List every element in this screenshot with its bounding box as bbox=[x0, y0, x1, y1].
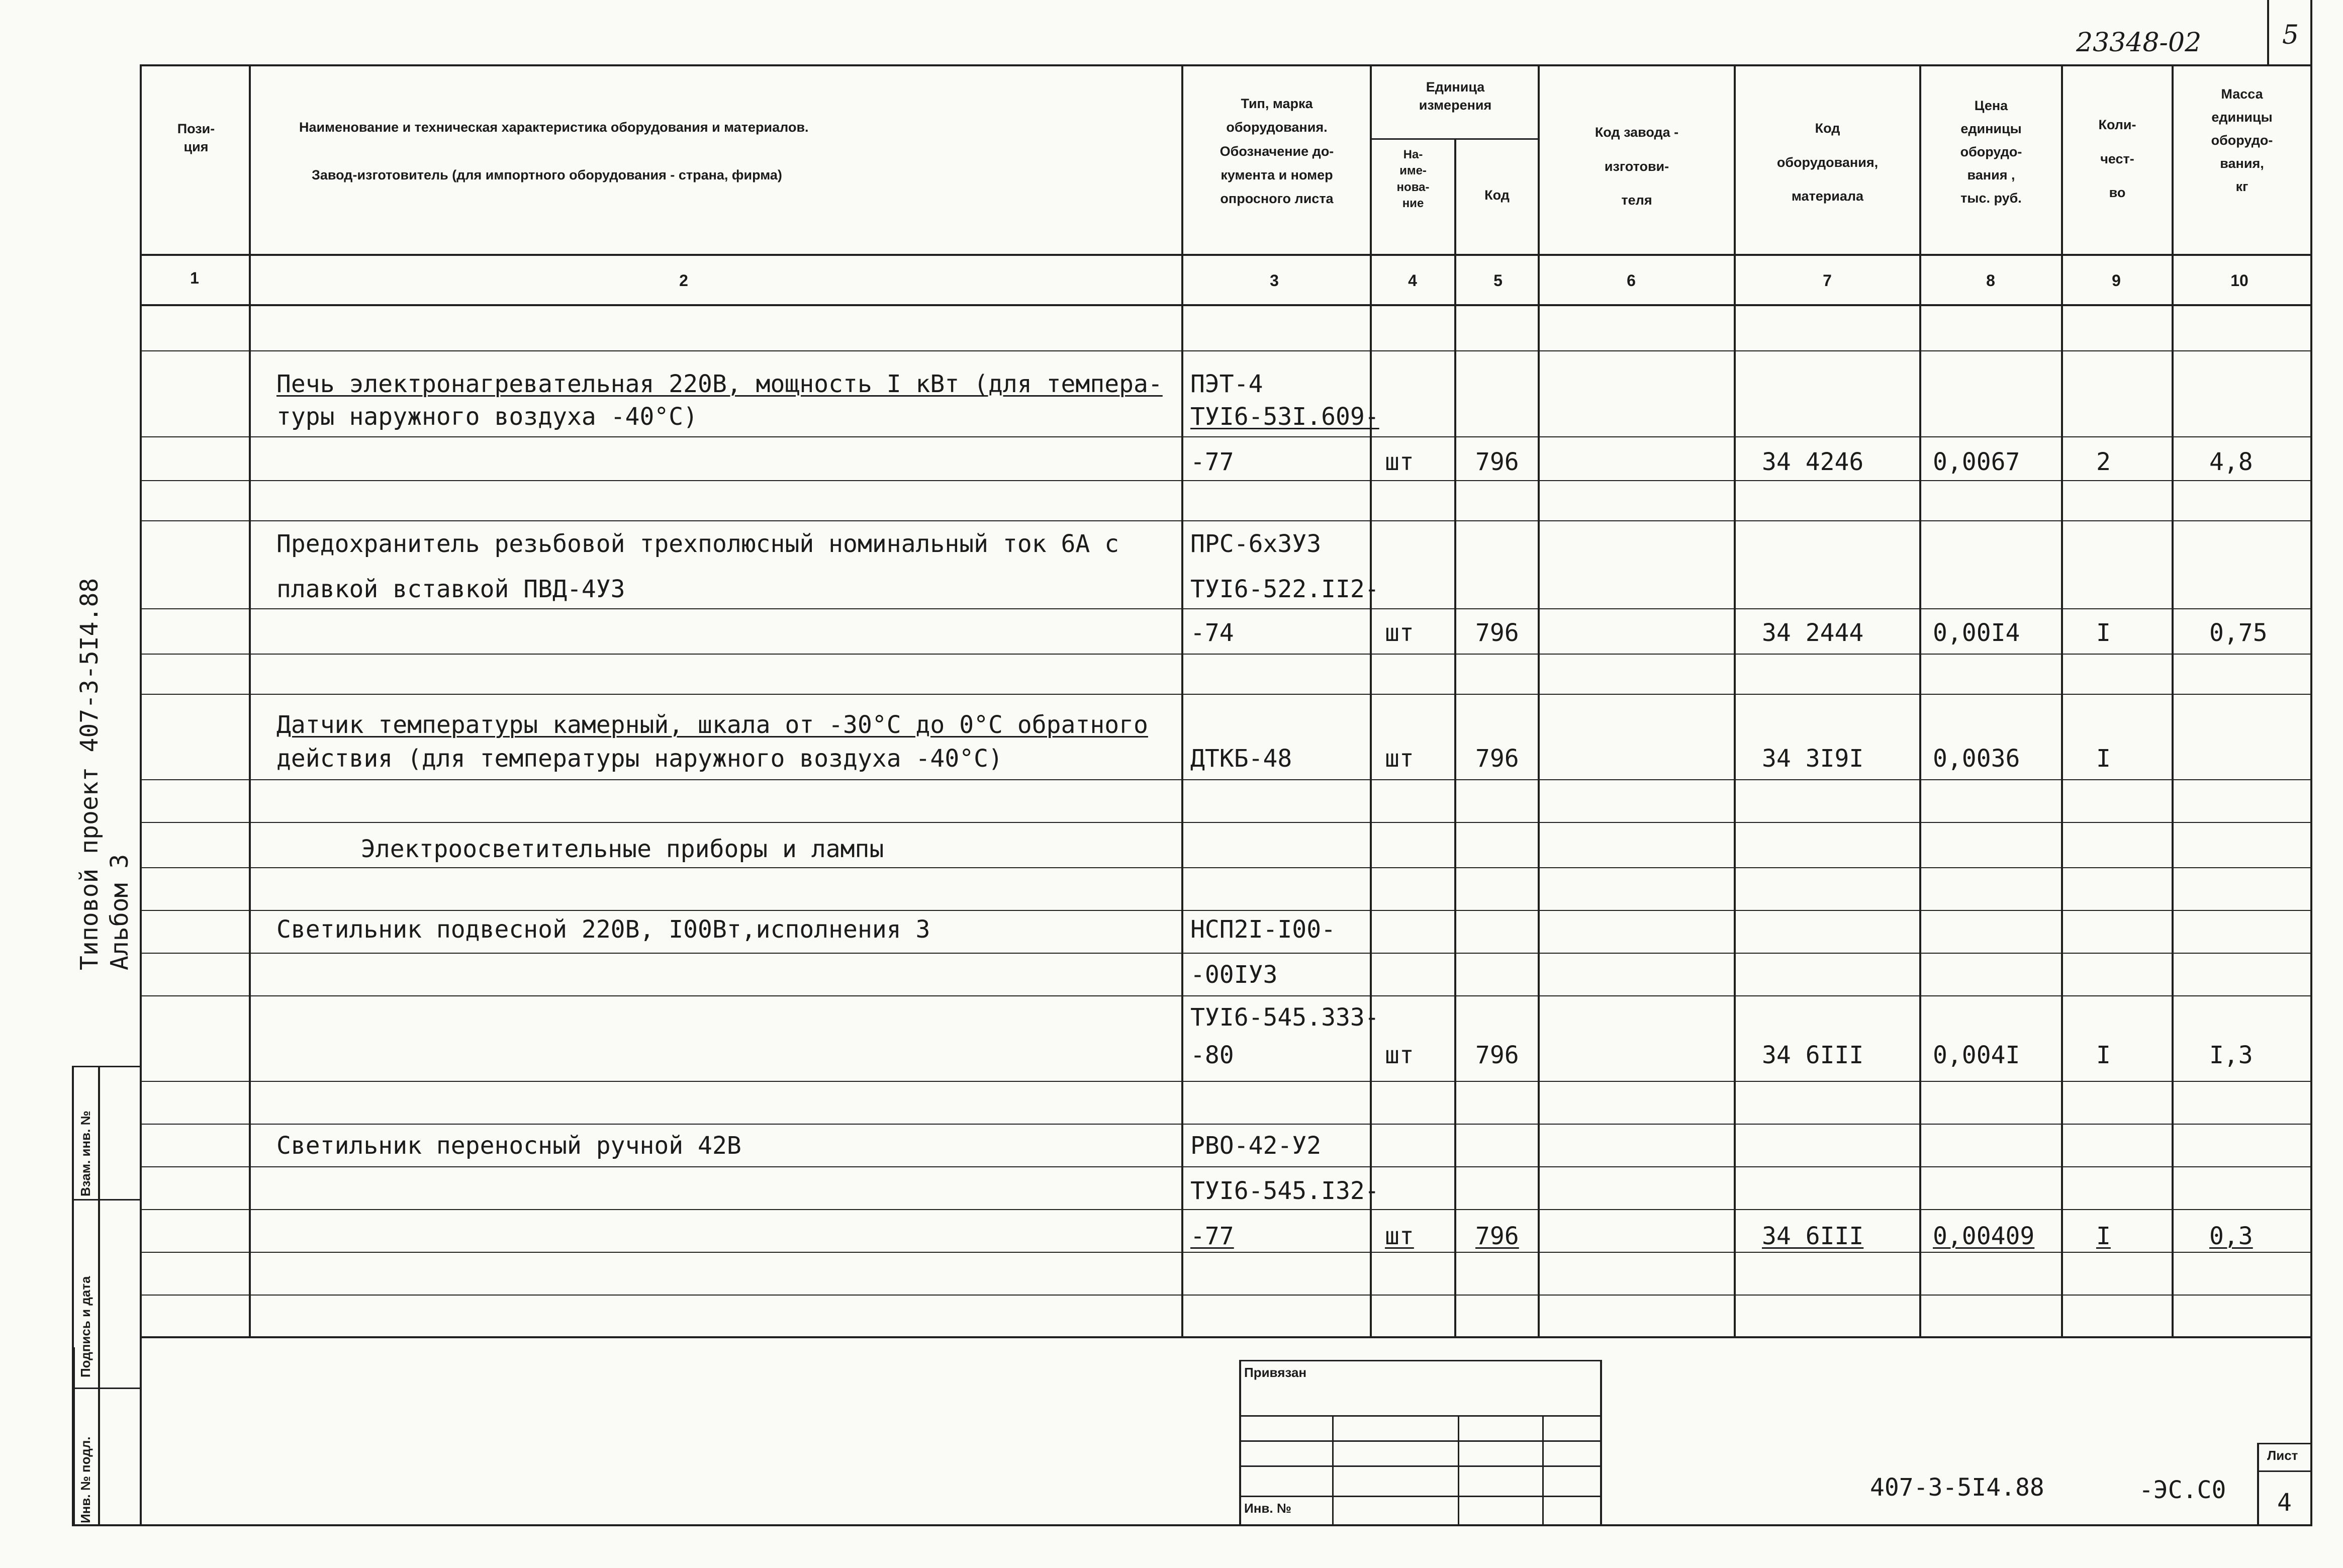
item2-name-line1: Предохранитель резьбовой трехполюсный номинальный ток 6А с bbox=[276, 530, 1119, 558]
item1-name-line1: Печь электронагревательная 220В, мощность I кВт (для темпера- bbox=[276, 370, 1163, 398]
item2-quantity: I bbox=[2096, 619, 2111, 647]
item1-unit: шт bbox=[1385, 448, 1414, 476]
item1-price: 0,0067 bbox=[1933, 448, 2020, 476]
colnum-6: 6 bbox=[1627, 271, 1636, 290]
item2-unit-code: 796 bbox=[1475, 619, 1519, 647]
item2-spec: ТУI6-522.II2- bbox=[1190, 575, 1379, 603]
item5-mass: 0,3 bbox=[2209, 1222, 2253, 1250]
item1-mass: 4,8 bbox=[2209, 448, 2253, 476]
colnum-8: 8 bbox=[1986, 271, 1995, 290]
item4-material-code: 34 6III bbox=[1762, 1041, 1864, 1069]
hdr-mass: Масса единицы оборудо- вания, кг bbox=[2211, 86, 2273, 194]
item1-name-line2: туры наружного воздуха -40°С) bbox=[276, 403, 698, 431]
item4-price: 0,004I bbox=[1933, 1041, 2020, 1069]
hdr-position: Пози- ция bbox=[177, 121, 215, 155]
item2-spec-end: -74 bbox=[1190, 619, 1234, 647]
margin-box-top bbox=[72, 1066, 140, 1067]
item2-material-code: 34 2444 bbox=[1762, 619, 1864, 647]
colnum-7: 7 bbox=[1823, 271, 1832, 290]
colnum-bottom-line bbox=[140, 304, 2311, 306]
item1-material-code: 34 4246 bbox=[1762, 448, 1864, 476]
item3-material-code: 34 3I9I bbox=[1762, 745, 1864, 773]
item2-mass: 0,75 bbox=[2209, 619, 2268, 647]
item4-unit: шт bbox=[1385, 1041, 1414, 1069]
item2-price: 0,00I4 bbox=[1933, 619, 2020, 647]
col-line-4 bbox=[1454, 138, 1456, 1336]
item4-mass: I,3 bbox=[2209, 1041, 2253, 1069]
hdr-quantity: Коли- чест- во bbox=[2098, 117, 2136, 200]
stamp-document-suffix: -ЭС.С0 bbox=[2139, 1476, 2226, 1504]
item3-price: 0,0036 bbox=[1933, 745, 2020, 773]
colnum-1: 1 bbox=[190, 269, 199, 287]
item5-unit-code: 796 bbox=[1475, 1222, 1519, 1250]
hdr-bottom-line bbox=[140, 254, 2311, 256]
stamp-inv-label: Инв. № bbox=[1244, 1501, 1291, 1516]
hdr-type: Тип, марка оборудования. Обозначение до- кумента и номер опросного листа bbox=[1220, 96, 1334, 206]
colnum-10: 10 bbox=[2230, 271, 2248, 290]
item5-spec: ТУI6-545.I32- bbox=[1190, 1177, 1379, 1205]
colnum-5: 5 bbox=[1493, 271, 1503, 290]
hdr-name-line1: Наименование и техническая характеристика оборудования и материалов. bbox=[299, 120, 809, 135]
hdr-factory-code: Код завода - изготови- теля bbox=[1595, 125, 1679, 208]
item3-quantity: I bbox=[2096, 745, 2111, 773]
stamp-list-number: 4 bbox=[2277, 1489, 2292, 1517]
margin-box-sep2 bbox=[72, 1388, 140, 1389]
item5-material-code: 34 6III bbox=[1762, 1222, 1864, 1250]
frame-bottom bbox=[72, 1524, 2311, 1526]
item4-spec: ТУI6-545.333- bbox=[1190, 1003, 1379, 1032]
item5-type: РВО-42-У2 bbox=[1190, 1132, 1322, 1160]
sheet-code-handwritten: 23348-02 bbox=[2076, 28, 2202, 58]
hdr-price: Цена единицы оборудо- вания , тыс. руб. bbox=[1960, 98, 2022, 206]
sheet-page-corner: 5 bbox=[2282, 20, 2299, 50]
hdr-name-line2: Завод-изготовитель (для импортного оборудования - страна, фирма) bbox=[312, 167, 782, 182]
item2-type: ПРС-6х3У3 bbox=[1190, 530, 1322, 558]
corner-box-left bbox=[2267, 0, 2269, 64]
margin-box-right bbox=[98, 1066, 100, 1526]
item1-unit-code: 796 bbox=[1475, 448, 1519, 476]
item4-name: Светильник подвесной 220В, I00Вт,исполнения 3 bbox=[276, 915, 930, 944]
margin-vzam-label: Взам. инв. № bbox=[78, 1111, 93, 1196]
stamp-list-label: Лист bbox=[2267, 1448, 2298, 1463]
item5-price: 0,00409 bbox=[1933, 1222, 2035, 1250]
item4-unit-code: 796 bbox=[1475, 1041, 1519, 1069]
hdr-unit-code: Код bbox=[1484, 188, 1510, 203]
item5-unit: шт bbox=[1385, 1222, 1414, 1250]
stamp-document-code: 407-3-5I4.88 bbox=[1870, 1473, 2044, 1502]
item3-unit: шт bbox=[1385, 745, 1414, 773]
frame-right bbox=[2310, 0, 2312, 1526]
frame-table-left bbox=[140, 64, 142, 1526]
item4-spec-end: -80 bbox=[1190, 1041, 1234, 1069]
colnum-2: 2 bbox=[679, 271, 688, 290]
item4-type: НСП2I-I00- bbox=[1190, 915, 1336, 944]
frame-left-margin bbox=[72, 1066, 74, 1526]
item2-name-line2: плавкой вставкой ПВД-4У3 bbox=[276, 575, 625, 603]
item5-quantity: I bbox=[2096, 1222, 2111, 1250]
item1-spec: ТУI6-53I.609- bbox=[1190, 403, 1379, 431]
album-vertical: Альбом 3 bbox=[106, 854, 134, 970]
item2-unit: шт bbox=[1385, 619, 1414, 647]
project-title-vertical: Типовой проект 407-3-5I4.88 bbox=[75, 578, 104, 970]
hdr-unit-name: На- име- нова- ние bbox=[1396, 148, 1430, 211]
colnum-4: 4 bbox=[1408, 271, 1417, 290]
item4-type-cont: -00IУ3 bbox=[1190, 961, 1278, 989]
hdr-unit: Единица измерения bbox=[1419, 79, 1492, 113]
section-lighting-heading: Электроосветительные приборы и лампы bbox=[361, 835, 884, 863]
item3-unit-code: 796 bbox=[1475, 745, 1519, 773]
item5-spec-end: -77 bbox=[1190, 1222, 1234, 1250]
item3-type: ДТКБ-48 bbox=[1190, 745, 1292, 773]
colnum-9: 9 bbox=[2112, 271, 2121, 290]
item4-quantity: I bbox=[2096, 1041, 2111, 1069]
stamp-privyazan-label: Привязан bbox=[1244, 1365, 1307, 1380]
item3-name-line2: действия (для температуры наружного воздуха -40°С) bbox=[276, 745, 1003, 773]
item3-name-line1: Датчик температуры камерный, шкала от -30°С до 0°С обратного bbox=[276, 711, 1148, 739]
item1-quantity: 2 bbox=[2096, 448, 2111, 476]
margin-inv-label: Инв. № подл. bbox=[78, 1436, 93, 1523]
hdr-sub-line bbox=[1370, 138, 1540, 140]
margin-box-sep1 bbox=[72, 1199, 140, 1201]
item1-spec-end: -77 bbox=[1190, 448, 1234, 476]
item5-name: Светильник переносный ручной 42В bbox=[276, 1132, 741, 1160]
colnum-3: 3 bbox=[1270, 271, 1279, 290]
item1-type: ПЭТ-4 bbox=[1190, 370, 1263, 398]
margin-podpis-label: Подпись и дата bbox=[78, 1276, 93, 1377]
hdr-equipment-code: Код оборудования, материала bbox=[1776, 121, 1879, 204]
frame-top bbox=[140, 64, 2311, 66]
